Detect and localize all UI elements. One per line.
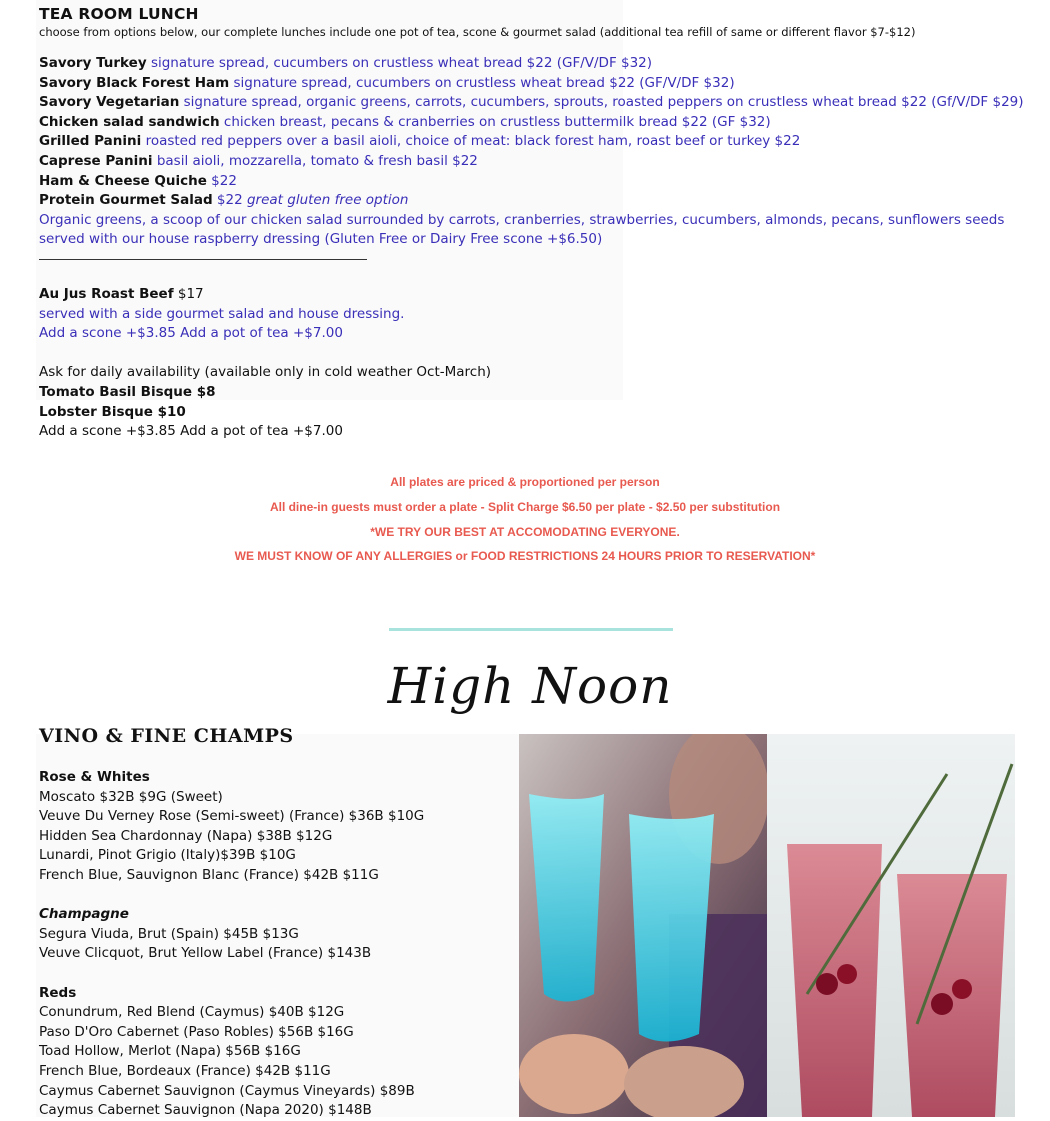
- roast-beef-desc: served with a side gourmet salad and house dressing.: [39, 305, 405, 322]
- wine-item: Hidden Sea Chardonnay (Napa) $38B $12G: [39, 827, 333, 844]
- wine-section-title: Rose & Whites: [39, 769, 150, 785]
- roast-beef-addons: Add a scone +$3.85 Add a pot of tea +$7.00: [39, 325, 343, 342]
- cranberry-rosemary-cocktail-photo: [767, 734, 1015, 1117]
- menu-item-name: Savory Black Forest Ham: [39, 74, 230, 91]
- lunch-menu-item: [39, 132, 1029, 152]
- wine-section-title: Champagne: [39, 906, 129, 923]
- menu-item-name: Chicken salad sandwich: [39, 113, 220, 130]
- protein-salad-desc-line1: Organic greens, a scoop of our chicken salad surrounded by carrots, cranberries, strawberries, cucumbers, almonds, pecans, sunflowers seeds: [39, 211, 1005, 228]
- spacer: [39, 886, 509, 906]
- lunch-menu: [39, 4, 1029, 442]
- menu-item-note: great gluten free option: [246, 192, 409, 209]
- menu-item-desc: signature spread, cucumbers on crustless wheat bread $22 (GF/V/DF $32): [233, 74, 735, 91]
- notice-line: All plates are priced & proportioned per person: [390, 475, 660, 489]
- wine-item: Segura Viuda, Brut (Spain) $45B $13G: [39, 925, 299, 942]
- wine-list: [39, 768, 509, 1121]
- wine-item: French Blue, Bordeaux (France) $42B $11G: [39, 1062, 331, 1079]
- lunch-menu-item: [39, 93, 1029, 113]
- high-noon-sips-title: High Noon: [387, 657, 673, 715]
- lunch-menu-item: [39, 113, 1029, 133]
- menu-item-desc: signature spread, cucumbers on crustless wheat bread $22 (GF/V/DF $32): [150, 55, 653, 71]
- wine-item: Caymus Cabernet Sauvignon (Caymus Vineyards) $89B: [39, 1082, 415, 1099]
- notice-line: WE MUST KNOW OF ANY ALLERGIES or FOOD RESTRICTIONS 24 HOURS PRIOR TO RESERVATION*: [234, 549, 816, 564]
- roast-beef-row: [39, 285, 1029, 305]
- menu-item-price: $17: [177, 285, 204, 302]
- lunch-menu-item: [39, 152, 1029, 172]
- menu-item-name: Ham & Cheese Quiche: [39, 172, 207, 189]
- wine-item: French Blue, Sauvignon Blanc (France) $42B $11G: [39, 866, 379, 883]
- wine-item: Paso D'Oro Cabernet (Paso Robles) $56B $16G: [39, 1023, 354, 1040]
- lunch-subtitle: choose from options below, our complete lunches include one pot of tea, scone & gourmet salad (additional tea refill of same or different flavor $7-$12): [39, 25, 916, 39]
- tomato-bisque: Tomato Basil Bisque $8: [39, 383, 216, 400]
- soup-addons: Add a scone +$3.85 Add a pot of tea +$7.00: [39, 423, 343, 440]
- notice-line: All dine-in guests must order a plate - Split Charge $6.50 per plate - $2.50 per substitution: [269, 499, 781, 514]
- wine-item: Toad Hollow, Merlot (Napa) $56B $16G: [39, 1043, 301, 1060]
- menu-item-desc: signature spread, organic greens, carrots, cucumbers, sprouts, roasted peppers on crustless wheat bread $22 (Gf/V/DF $29): [183, 94, 1024, 111]
- wine-item: Conundrum, Red Blend (Caymus) $40B $12G: [39, 1004, 345, 1021]
- menu-item-name: Grilled Panini: [39, 133, 142, 150]
- lunch-menu-item: [39, 74, 1029, 94]
- protein-salad-desc-line2: served with our house raspberry dressing (Gluten Free or Dairy Free scone +$6.50): [39, 231, 603, 248]
- blue-champagne-toast-photo: [519, 734, 767, 1117]
- wine-item: Lunardi, Pinot Grigio (Italy)$39B $10G: [39, 847, 296, 864]
- wine-item: Veuve Du Verney Rose (Semi-sweet) (France) $36B $10G: [39, 808, 425, 825]
- menu-item-desc: basil aioli, mozzarella, tomato & fresh basil $22: [156, 152, 478, 169]
- menu-item-name: Savory Turkey: [39, 55, 147, 71]
- section-divider: [39, 259, 367, 260]
- wine-section-title: Reds: [39, 984, 77, 1001]
- wine-heading: VINO & FINE CHAMPS: [39, 725, 294, 747]
- menu-item-name: Savory Vegetarian: [39, 94, 180, 111]
- teal-divider: [389, 628, 673, 631]
- lunch-title: TEA ROOM LUNCH: [39, 5, 199, 23]
- lunch-items-list: [39, 54, 1029, 191]
- reservation-notices: [0, 474, 1050, 573]
- soup-availability: Ask for daily availability (available only in cold weather Oct-March): [39, 364, 492, 381]
- wine-item: Moscato $32B $9G (Sweet): [39, 788, 223, 805]
- notice-line: *WE TRY OUR BEST AT ACCOMODATING EVERYONE.: [370, 524, 680, 539]
- lunch-menu-item: [39, 54, 1029, 74]
- lunch-menu-item: [39, 172, 1029, 192]
- spacer: [39, 964, 509, 984]
- menu-item-desc: roasted red peppers over a basil aioli, choice of meat: black forest ham, roast beef or turkey $22: [145, 133, 801, 150]
- menu-item-name: Au Jus Roast Beef: [39, 285, 174, 302]
- menu-item-price: $22: [216, 192, 243, 209]
- wine-item: Caymus Cabernet Sauvignon (Napa 2020) $148B: [39, 1102, 372, 1119]
- menu-item-name: Caprese Panini: [39, 152, 153, 169]
- menu-item-desc: $22: [211, 172, 237, 189]
- menu-item-desc: chicken breast, pecans & cranberries on crustless buttermilk bread $22 (GF $32): [223, 113, 771, 130]
- lobster-bisque: Lobster Bisque $10: [39, 403, 186, 420]
- wine-item: Veuve Clicquot, Brut Yellow Label (France) $143B: [39, 945, 372, 962]
- menu-item-name: Protein Gourmet Salad: [39, 192, 213, 209]
- protein-salad-row: [39, 191, 1029, 211]
